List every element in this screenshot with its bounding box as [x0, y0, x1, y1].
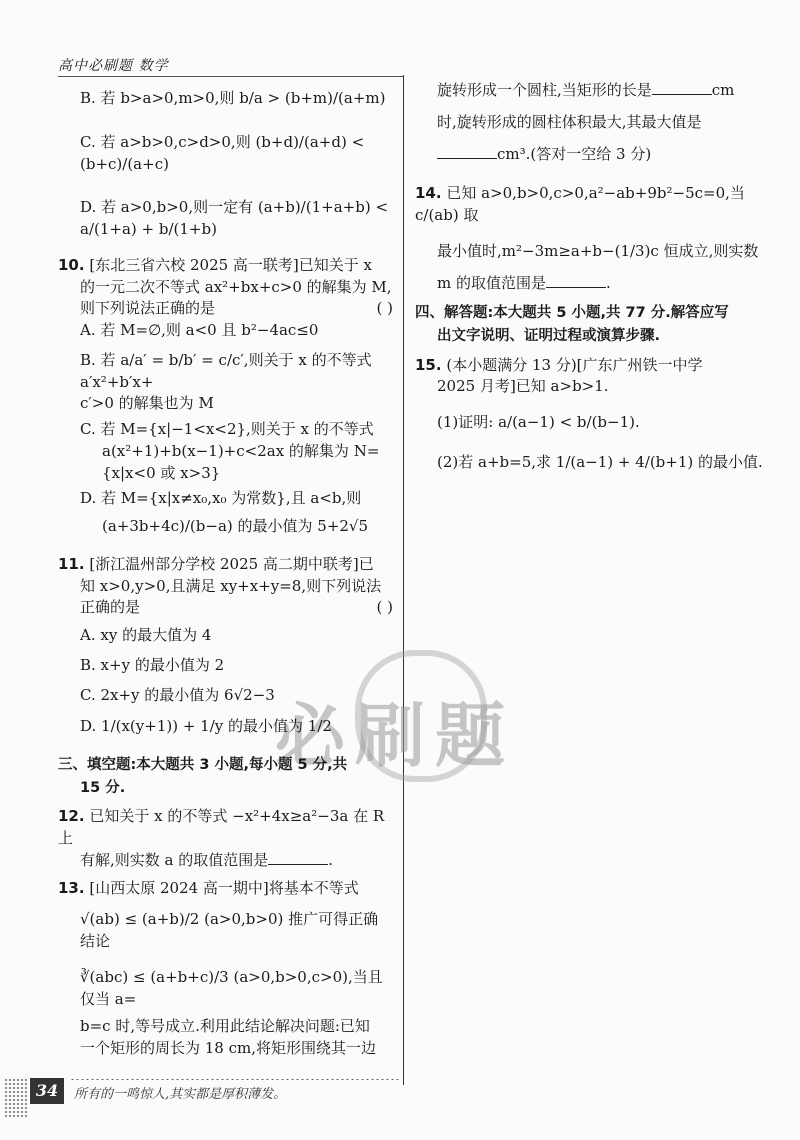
section-3-line-1: 三、填空题:本大题共 3 小题,每小题 5 分,共: [58, 757, 348, 773]
q13-cont-line-2: 时,旋转形成的圆柱体积最大,其最大值是: [437, 112, 702, 131]
q12-line-1: 已知关于 x 的不等式 −x²+4x≥a²−3a 在 R 上: [58, 807, 385, 848]
q10-number: 10.: [58, 255, 85, 274]
q12-number: 12.: [58, 807, 85, 826]
right-column: [415, 80, 777, 474]
watermark-text: 必刷题: [275, 695, 515, 777]
q13-line-5: 一个矩形的周长为 18 cm,将矩形围绕其一边: [80, 1039, 377, 1058]
q13-continued: [415, 80, 777, 165]
q14-line-3: [437, 273, 777, 295]
q10-option-d: D. 若 M={x|x≠x₀,x₀ 为常数},且 a<b,则: [80, 489, 362, 508]
q13-cont-line-3: [437, 144, 777, 166]
q10-option-d-cont: (a+3b+4c)/(b−a) 的最小值为 5+2√5: [102, 517, 369, 535]
q11-option-b: B. x+y 的最小值为 2: [80, 655, 225, 674]
section-4-line-1: 四、解答题:本大题共 5 小题,共 77 分.解答应写: [415, 305, 729, 322]
q13-blank-volume[interactable]: [437, 146, 497, 159]
q10-line-3: [80, 298, 393, 320]
q11-option-c: C. 2x+y 的最小值为 6√2−3: [80, 685, 275, 704]
q13-line-3: ∛(abc) ≤ (a+b+c)/3 (a>0,b>0,c>0),当且仅当 a=: [80, 967, 383, 1008]
section-3-heading: [58, 754, 393, 800]
footer-motto: 所有的一鸣惊人,其实都是厚积薄发。: [74, 1087, 287, 1102]
q9-option-c: C. 若 a>b>0,c>d>0,则 (b+d)/(a+d) < (b+c)/(a+c): [80, 132, 365, 173]
q11-line-3-text: 正确的是: [80, 598, 141, 617]
q15-line-1: (本小题满分 13 分)[广东广州铁一中学: [446, 355, 703, 374]
left-column: [58, 80, 393, 1060]
q13-number: 13.: [58, 878, 85, 897]
question-14: [415, 183, 777, 294]
column-divider: [403, 75, 404, 1085]
q11-line-1: [浙江温州部分学校 2025 高二期中联考]已: [89, 554, 374, 573]
footer-dot-pattern: [4, 1078, 28, 1118]
q10-line-2: 的一元二次不等式 ax²+bx+c>0 的解集为 M,: [80, 277, 392, 296]
q10-option-c: C. 若 M={x|−1<x<2},则关于 x 的不等式: [80, 420, 374, 438]
question-13: [58, 878, 393, 1060]
q13-cont-line-1: [437, 80, 777, 102]
q9-option-b: B. 若 b>a>0,m>0,则 b/a > (b+m)/(a+m): [80, 89, 386, 107]
section-4-line-2: 出文字说明、证明过程或演算步骤.: [437, 328, 661, 345]
q13-line-4: b=c 时,等号成立.利用此结论解决问题:已知: [80, 1017, 370, 1036]
header-rule: [58, 76, 403, 77]
q10-line-1: [东北三省六校 2025 高一联考]已知关于 x: [89, 255, 373, 274]
q12-line-2-text: 有解,则实数 a 的取值范围是: [80, 850, 269, 869]
q12-tail: .: [328, 850, 334, 869]
q10-option-a: A. 若 M=∅,则 a<0 且 b²−4ac≤0: [80, 321, 319, 339]
q10-option-b: B. 若 a/a′ = b/b′ = c/c′,则关于 x 的不等式 a′x²+b′x+: [80, 350, 372, 391]
q14-answer-blank[interactable]: [546, 275, 606, 288]
q15-number: 15.: [415, 355, 442, 374]
q14-line-3-text: m 的取值范围是: [437, 273, 546, 292]
q11-option-d: D. 1/(x(y+1)) + 1/y 的最小值为 1/2: [80, 717, 332, 736]
q13-line-1: [山西太原 2024 高一期中]将基本不等式: [89, 878, 359, 897]
q14-number: 14.: [415, 184, 442, 203]
q15-line-2: 2025 月考]已知 a>b>1.: [437, 377, 609, 396]
running-header: 高中必刷题 数学: [58, 58, 169, 74]
question-11: [58, 554, 393, 738]
q12-line-2: [80, 850, 393, 872]
q11-number: 11.: [58, 554, 85, 573]
q10-option-c-cont-2: {x|x<0 或 x>3}: [102, 463, 221, 482]
q13-line-2: √(ab) ≤ (a+b)/2 (a>0,b>0) 推广可得正确结论: [80, 910, 379, 951]
q10-option-b-cont: c′>0 的解集也为 M: [80, 394, 214, 413]
q11-line-2: 知 x>0,y>0,且满足 xy+x+y=8,则下列说法: [80, 576, 382, 595]
section-3-line-2: 15 分.: [80, 780, 126, 797]
q14-line-2: 最小值时,m²−3m≥a+b−(1/3)c 恒成立,则实数: [437, 241, 759, 260]
q11-answer-paren: ( ): [376, 598, 393, 617]
question-12: [58, 806, 393, 871]
question-15: [415, 355, 777, 474]
q14-line-1: 已知 a>0,b>0,c>0,a²−ab+9b²−5c=0,当 c/(ab) 取: [415, 184, 745, 224]
q15-part-1: (1)证明: a/(a−1) < b/(b−1).: [437, 413, 640, 432]
page-number: 34: [30, 1078, 64, 1104]
q10-line-3-text: 则下列说法正确的是: [80, 299, 216, 318]
q13-cont-unit: cm: [711, 81, 735, 99]
q10-answer-paren: ( ): [376, 299, 393, 318]
q11-line-3: [80, 597, 393, 619]
q14-tail: .: [606, 273, 611, 292]
q10-option-c-cont-1: a(x²+1)+b(x−1)+c<2ax 的解集为 N=: [102, 441, 380, 460]
q9-option-d: D. 若 a>0,b>0,则一定有 (a+b)/(1+a+b) < a/(1+a) + b/(1+b): [80, 198, 389, 238]
q13-cont-text-1: 旋转形成一个圆柱,当矩形的长是: [437, 81, 652, 99]
footer-dotted-rule: [70, 1078, 400, 1081]
q13-blank-length[interactable]: [652, 82, 712, 95]
section-4-heading: [415, 302, 777, 348]
q15-part-2: (2)若 a+b=5,求 1/(a−1) + 4/(b+1) 的最小值.: [437, 452, 763, 471]
q12-answer-blank[interactable]: [268, 852, 328, 865]
q11-option-a: A. xy 的最大值为 4: [80, 626, 212, 644]
q13-cont-text-3: cm³.(答对一空给 3 分): [497, 144, 652, 163]
question-10: [58, 255, 393, 538]
